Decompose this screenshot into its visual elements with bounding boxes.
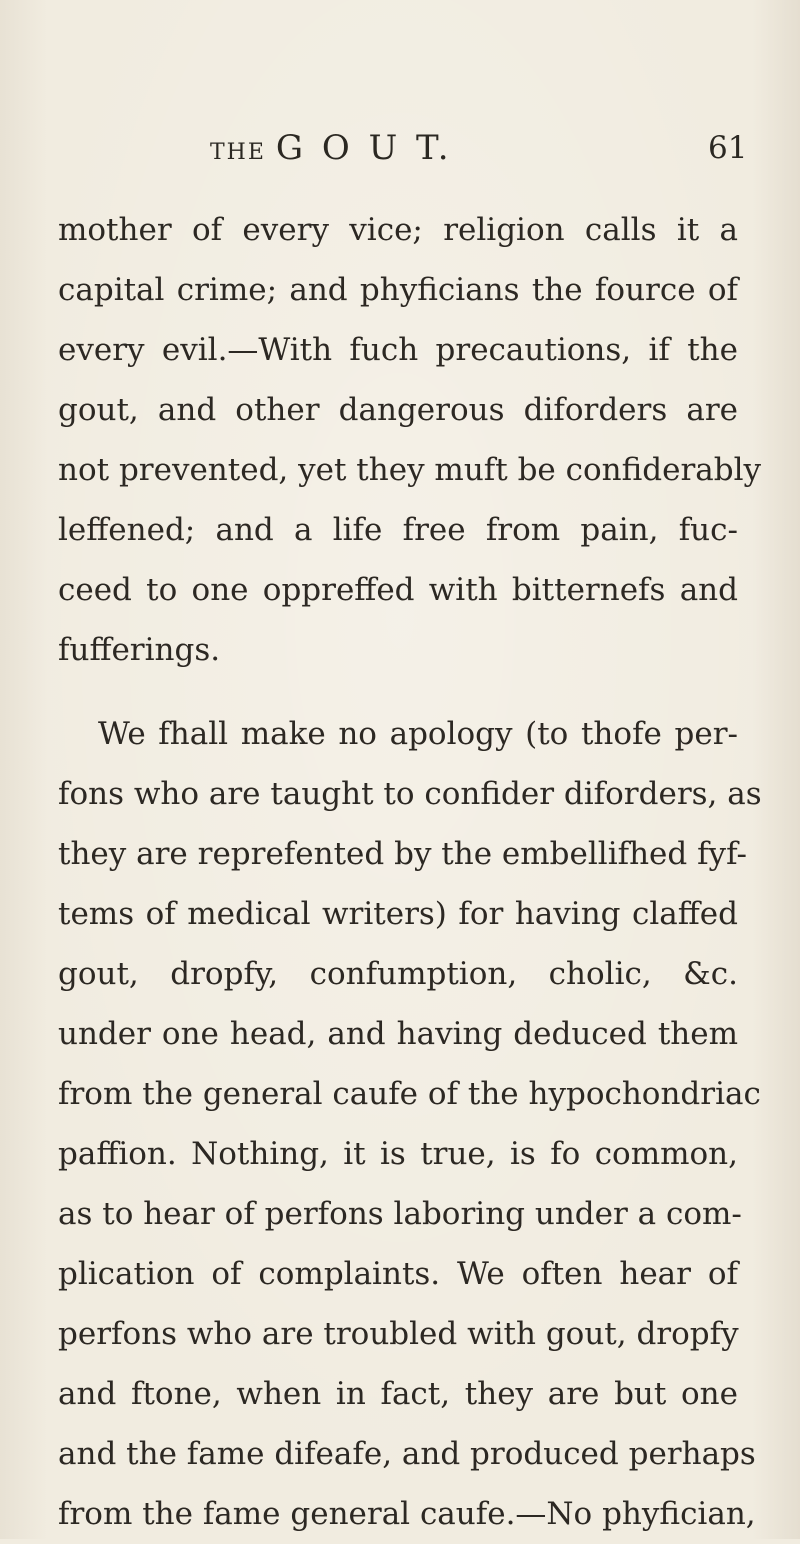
text-line: mother of every vice; religion calls it a bbox=[58, 212, 738, 248]
text-line: tems of medical writers) for having claffed bbox=[58, 896, 738, 932]
text-line: ceed to one oppreffed with bitternefs and bbox=[58, 572, 738, 608]
text-line: and ftone, when in fact, they are but one bbox=[58, 1376, 738, 1412]
text-line: gout, dropfy, confumption, cholic, &c. bbox=[58, 956, 738, 992]
text-line: gout, and other dangerous diforders are bbox=[58, 392, 738, 428]
text-line: under one head, and having deduced them bbox=[58, 1016, 738, 1052]
running-head-prefix: THE bbox=[210, 140, 266, 165]
running-head-title: G O U T. bbox=[275, 128, 453, 168]
text-line: perfons who are troubled with gout, dropfy bbox=[58, 1316, 739, 1352]
text-line: they are reprefented by the embellifhed fyf- bbox=[58, 836, 747, 872]
text-line: leffened; and a life free from pain, fuc- bbox=[58, 512, 738, 548]
text-line: as to hear of perfons laboring under a com- bbox=[58, 1196, 742, 1232]
text-line: We fhall make no apology (to thofe per- bbox=[98, 716, 738, 752]
text-line: fufferings. bbox=[58, 632, 221, 668]
text-line: from the general caufe of the hypochondriac bbox=[58, 1076, 761, 1112]
text-line: every evil.—With fuch precautions, if the bbox=[58, 332, 738, 368]
text-line: capital crime; and phyficians the fource of bbox=[58, 272, 738, 308]
running-head bbox=[210, 128, 453, 168]
text-line: from the fame general caufe.—No phyfician, bbox=[58, 1496, 756, 1532]
text-line: paffion. Nothing, it is true, is fo common, bbox=[58, 1136, 738, 1172]
page-number: 61 bbox=[708, 130, 748, 166]
text-line: plication of complaints. We often hear of bbox=[58, 1256, 738, 1292]
page-header bbox=[0, 128, 800, 178]
text-line: and the fame difeafe, and produced perhaps bbox=[58, 1436, 756, 1472]
text-line: fons who are taught to confider diforders, as bbox=[58, 776, 762, 812]
text-line: not prevented, yet they muft be confiderably bbox=[58, 452, 762, 488]
